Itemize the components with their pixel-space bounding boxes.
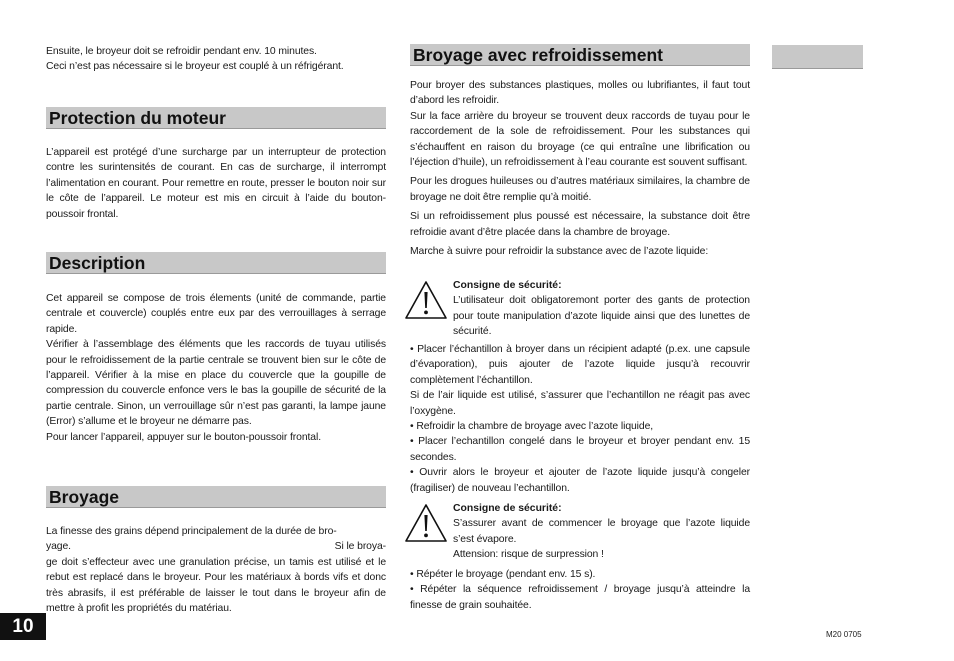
intro-line-1: Ensuite, le broyeur doit se refroidir pendant env. 10 minutes.: [46, 46, 317, 57]
warning-triangle-icon: [404, 503, 448, 543]
safety-notice-1: [410, 278, 750, 340]
description-paragraph-2: Vérifier à l’assemblage des éléments que les raccords de tuyau utilisés pour le refroidissement de la partie centrale se trouvent bien sur le côte de l’appareil. Vérifier à la mise en place du couvercle que la goupille de compression du couvercle enfonce vers le bas la goupille de sécurité de la partie centrale. Sinon, un verrouillage sûr n’est pas garanti, la lampe jaune (Error) s’allume et le broyeur ne démarre pas.: [46, 339, 386, 428]
warning-triangle-icon: [404, 280, 448, 320]
description-text: [46, 291, 386, 445]
broyage-text: [46, 524, 386, 616]
safety-notice-1-title: Consigne de sécurité:: [453, 280, 562, 291]
footer-code: M20 0705: [826, 630, 862, 639]
refroid-paragraph-3: Pour les drogues huileuses ou d’autres matériaux similaires, la chambre de broyage ne doit être remplie qu’à moitié.: [410, 176, 750, 203]
step-1: • Placer l’échantillon à broyer dans un récipient adapté (p.ex. une capsule d’évaporation), puis ajouter de l’azote liquide jusqu’à recouvrir complètement l’échantillon.: [410, 344, 750, 386]
broyage-paragraph: ge doit s’effecteur avec une granulation précise, un tamis est utilisé et le rebut est replacé dans le broyeur. Pour les matériaux à bords vifs et donc très abrasifs, il est préférable de laisser le tout dans le broyeur afin de mettre à profit les propriétés du matériau.: [46, 556, 386, 615]
refroid-paragraph-4: Si un refroidissement plus poussé est nécessaire, la substance doit être refroidie avant d’être placée dans la chambre de broyage.: [410, 211, 750, 238]
broyage-line-1: La finesse des grains dépend principalement de la durée de bro-: [46, 526, 337, 537]
refroid-intro: [410, 78, 750, 259]
step-6: • Répéter la séquence refroidissement / broyage jusqu’à atteindre la finesse de grain souhaitée.: [410, 584, 750, 611]
description-paragraph-1: Cet appareil se compose de trois élements (unité de commande, partie centrale et couvercle) couplés entre eux par des verrouillages à serrage rapide.: [46, 293, 386, 335]
step-3: • Placer l’echantillon congelé dans le broyeur et broyer pendant env. 15 secondes.: [410, 436, 750, 463]
broyage-line-2b: Si le broya-: [334, 541, 386, 553]
header-tab-box: [772, 45, 863, 69]
step-1-note: Si de l’air liquide est utilisé, s’assurer que l’echantillon ne réagit pas avec l’oxygène.: [410, 390, 750, 417]
broyage-line-2: [46, 539, 386, 554]
intro-text: [46, 44, 386, 75]
refroid-paragraph-5: Marche à suivre pour refroidir la substance avec de l’azote liquide:: [410, 246, 709, 258]
safety-notice-2-title: Consigne de sécurité:: [453, 503, 562, 514]
heading-description: Description: [46, 252, 386, 274]
heading-broyage: Broyage: [46, 486, 386, 508]
protection-paragraph: L’appareil est protégé d’une surcharge par un interrupteur de protection contre les surintensités de courant. En cas de surcharge, il interrompt l’alimentation en courant. Pour remettre en route, presser le bouton noir sur le côte de l’appareil. Le moteur est mis en circuit à l’aide du bouton-poussoir frontal.: [46, 147, 386, 220]
refroid-steps: [410, 342, 750, 496]
description-paragraph-3: Pour lancer l’appareil, appuyer sur le bouton-poussoir frontal.: [46, 431, 321, 443]
refroid-final-steps: [410, 567, 750, 613]
intro-line-2: Ceci n’est pas nécessaire si le broyeur est couplé à un réfrigérant.: [46, 61, 344, 73]
safety-notice-2: [410, 501, 750, 563]
safety-notice-2-attention: Attension: risque de surpression !: [453, 549, 604, 561]
refroid-paragraph-2: Sur la face arrière du broyeur se trouvent deux raccords de tuyau pour le raccordement de la sole de refroidissement. Pour les substances qui s’échauffent en raison du broyage (ce qui entraîne une librification ou l’éjection d’huile), un refroidissement à l’eau courante est souvent suffisant.: [410, 110, 750, 169]
safety-notice-1-body: L’utilisateur doit obligatoremont porter des gants de protection pour toute manipulation d’azote liquide ainsi que des lunettes de sécurité.: [453, 295, 750, 338]
safety-notice-2-body: S’assurer avant de commencer le broyage que l’azote liquide s’est évapore.: [453, 518, 750, 545]
step-4: • Ouvrir alors le broyeur et ajouter de l’azote liquide jusqu’à congeler (fragiliser) de nouveau l’echantillon.: [410, 467, 750, 494]
protection-text: [46, 145, 386, 222]
safety-notice-2-text: [453, 501, 750, 563]
refroid-paragraph-1: Pour broyer des substances plastiques, molles ou lubrifiantes, il faut tout d’abord les refroidir.: [410, 80, 750, 107]
safety-notice-1-text: [453, 278, 750, 340]
step-5: • Répéter le broyage (pendant env. 15 s).: [410, 569, 596, 580]
heading-protection: Protection du moteur: [46, 107, 386, 129]
step-2: • Refroidir la chambre de broyage avec l’azote liquide,: [410, 421, 654, 433]
heading-broyage-refroidissement: Broyage avec refroidissement: [410, 44, 750, 66]
page-number: 10: [0, 613, 46, 640]
broyage-line-2a: yage.: [46, 541, 71, 553]
